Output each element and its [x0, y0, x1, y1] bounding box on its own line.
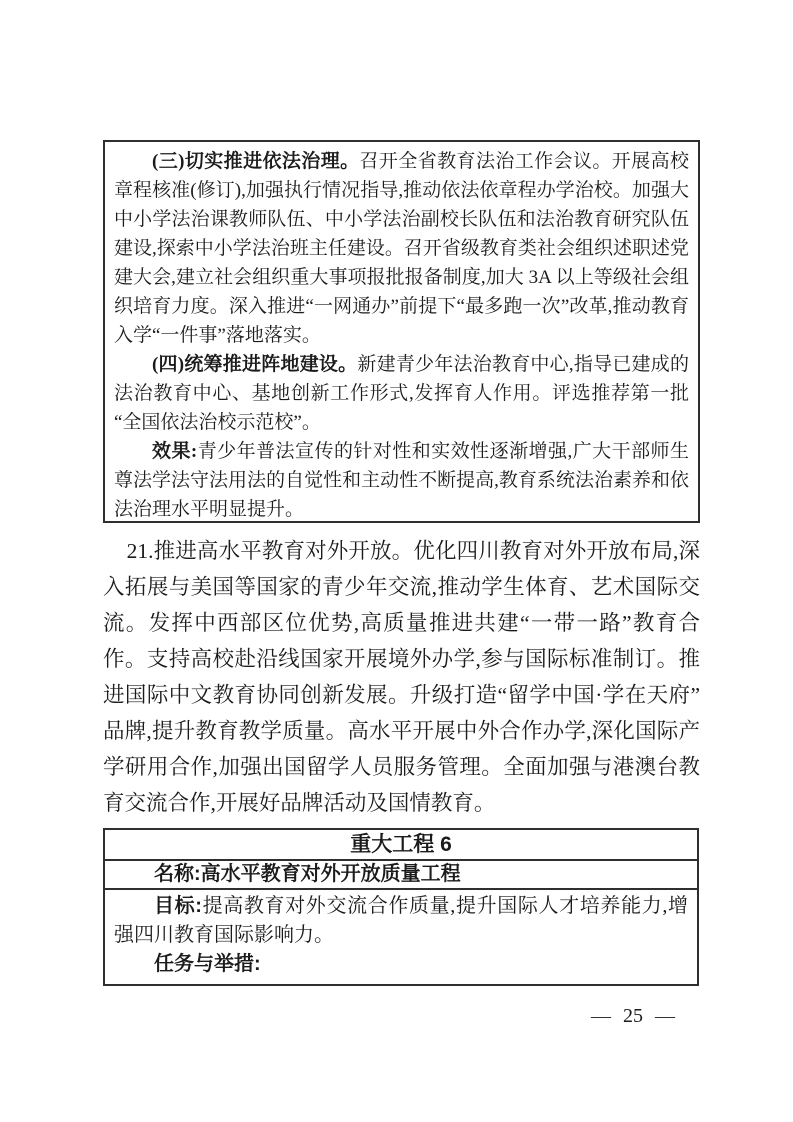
footer-right-dash: — [655, 1005, 675, 1027]
tasks-label: 任务与举措: [154, 953, 261, 975]
major-project-table [103, 828, 699, 986]
paragraph-21 [103, 533, 700, 821]
paragraph-section-3-lead: (三)切实推进依法治理。 [152, 151, 360, 172]
name-label: 名称: [154, 863, 201, 885]
paragraph-21-title: 推进高水平教育对外开放。 [153, 539, 414, 563]
paragraph-section-4 [114, 350, 689, 437]
table-header-title: 重大工程 6 [105, 830, 697, 861]
tasks-paragraph [114, 950, 688, 979]
table-row-name [105, 861, 697, 890]
page-number: 25 [623, 1005, 643, 1027]
paragraph-section-4-body: 新建青少年法治教育中心,指导已建成的法治教育中心、基地创新工作形式,发挥育人作用。评选推荐第一批“全国依法治校示范校”。 [114, 354, 689, 433]
paragraph-effect-body: 青少年普法宣传的针对性和实效性逐渐增强,广大干部师生尊法学法守法用法的自觉性和主动性不断提高,教育系统法治素养和依法治理水平明显提升。 [114, 441, 689, 520]
page-number-footer [591, 1005, 675, 1028]
paragraph-effect-lead: 效果: [152, 441, 198, 462]
name-value: 高水平教育对外开放质量工程 [200, 863, 461, 885]
paragraph-21-number: 21. [126, 539, 154, 563]
goal-paragraph [114, 892, 688, 950]
table-row-goal-and-tasks [105, 890, 697, 984]
paragraph-effect [114, 437, 689, 524]
goal-label: 目标: [154, 895, 202, 917]
legal-governance-box [103, 140, 700, 523]
paragraph-section-4-lead: (四)统筹推进阵地建设。 [152, 354, 358, 375]
goal-value: 提高教育对外交流合作质量,提升国际人才培养能力,增强四川教育国际影响力。 [114, 895, 688, 946]
paragraph-21-body: 优化四川教育对外开放布局,深入拓展与美国等国家的青少年交流,推动学生体育、艺术国际交流。发挥中西部区位优势,高质量推进共建“一带一路”教育合作。支持高校赴沿线国家开展境外办学,参与国际标准制订。推进国际中文教育协同创新发展。升级打造“留学中国·学在天府”品牌,提升教育教学质量。高水平开展中外合作办学,深化国际产学研用合作,加强出国留学人员服务管理。全面加强与港澳台教育交流合作,开展好品牌活动及国情教育。 [103, 539, 700, 815]
paragraph-section-3-body: 召开全省教育法治工作会议。开展高校章程核准(修订),加强执行情况指导,推动依法依章程办学治校。加强大中小学法治课教师队伍、中小学法治副校长队伍和法治教育研究队伍建设,探索中小学法治班主任建设。召开省级教育类社会组织述职述党建大会,建立社会组织重大事项报批报备制度,加大 3A 以上等级社会组织培育力度。深入推进“一网通办”前提下“最多跑一次”改革,推动教育入学“一件事”落地落实。 [114, 151, 689, 346]
paragraph-section-3 [114, 147, 689, 350]
footer-left-dash: — [591, 1005, 611, 1027]
